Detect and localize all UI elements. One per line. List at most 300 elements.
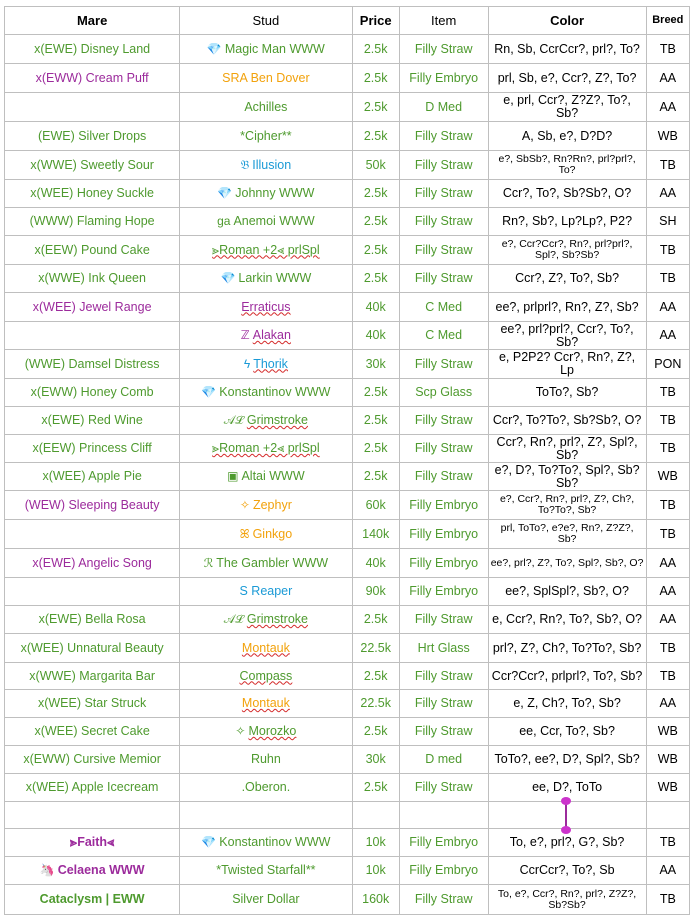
color-cell — [488, 802, 646, 829]
stud-cell — [180, 491, 352, 520]
mare-cell — [5, 293, 180, 322]
breed-cell: TB — [646, 265, 689, 293]
price-cell: 2.5k — [352, 606, 399, 634]
mare-cell — [5, 606, 180, 634]
diamond-icon: 💎 — [217, 186, 233, 200]
price-cell: 2.5k — [352, 236, 399, 265]
price-cell: 2.5k — [352, 64, 399, 93]
stud-name: *Cipher** — [240, 128, 292, 143]
stud-name: Grimstroke — [246, 413, 308, 427]
mare-name: x(EWW) Cursive Memior — [23, 752, 161, 766]
mare-name: x(EWE) Bella Rosa — [38, 612, 146, 626]
item-cell: Filly Straw — [399, 180, 488, 208]
color-cell: e?, Ccr?Ccr?, Rn?, prl?prl?, Spl?, Sb?Sb? — [488, 236, 646, 265]
item-cell: Filly Embryo — [399, 829, 488, 857]
stud-name: The Gambler WWW — [216, 555, 329, 570]
stud-cell — [180, 829, 352, 857]
color-cell: Ccr?, Z?, To?, Sb? — [488, 265, 646, 293]
stud-cell — [180, 690, 352, 718]
diamond-icon: 💎 — [220, 271, 236, 285]
color-cell: Rn?, Sb?, Lp?Lp?, P2? — [488, 208, 646, 236]
item-cell: D med — [399, 746, 488, 774]
item-cell: Filly Straw — [399, 35, 488, 64]
breed-cell: AA — [646, 293, 689, 322]
flourish-icon: ꕤ — [239, 526, 250, 541]
stud-listing-table — [4, 6, 690, 915]
mare-cell — [5, 151, 180, 180]
breed-cell — [646, 802, 689, 829]
header-breed: Breed — [646, 7, 689, 35]
mare-name: x(EWE) Disney Land — [34, 41, 151, 56]
item-cell: Filly Embryo — [399, 549, 488, 578]
breed-cell: TB — [646, 236, 689, 265]
mare-cell — [5, 885, 180, 915]
table-row — [5, 322, 690, 350]
table-row — [5, 208, 690, 236]
price-cell: 2.5k — [352, 774, 399, 802]
table-row — [5, 634, 690, 663]
stud-cell — [180, 407, 352, 435]
table-row — [5, 293, 690, 322]
stud-cell — [180, 350, 352, 379]
stud-name: Morozko — [248, 724, 297, 738]
stud-name: Anemoi WWW — [233, 214, 315, 228]
table-row — [5, 236, 690, 265]
item-cell: Filly Straw — [399, 718, 488, 746]
stud-name: Zephyr — [252, 497, 292, 512]
color-cell: To, e?, prl?, G?, Sb? — [488, 829, 646, 857]
header-color: Color — [488, 7, 646, 35]
stud-name: Altai WWW — [241, 469, 305, 483]
stud-name: Alakan — [252, 328, 291, 342]
price-cell: 40k — [352, 322, 399, 350]
item-cell: Filly Embryo — [399, 491, 488, 520]
mare-cell — [5, 122, 180, 151]
breed-cell: AA — [646, 64, 689, 93]
item-cell — [399, 802, 488, 829]
color-cell: prl?, Z?, Ch?, To?To?, Sb? — [488, 634, 646, 663]
breed-cell: TB — [646, 35, 689, 64]
stud-cell — [180, 208, 352, 236]
mare-name: x(WEE) Apple Icecream — [25, 780, 159, 794]
diamond-icon: 💎 — [201, 385, 217, 399]
stud-name: Achilles — [244, 99, 288, 114]
mare-cell — [5, 350, 180, 379]
breed-cell: SH — [646, 208, 689, 236]
table-row — [5, 491, 690, 520]
stud-name: Magic Man WWW — [224, 41, 325, 56]
mare-name: x(WEE) Star Struck — [37, 696, 147, 710]
table-row — [5, 746, 690, 774]
breed-cell: TB — [646, 829, 689, 857]
price-cell: 2.5k — [352, 265, 399, 293]
header-mare: Mare — [5, 7, 180, 35]
breed-cell: AA — [646, 606, 689, 634]
item-cell: Filly Straw — [399, 606, 488, 634]
mare-cell — [5, 463, 180, 491]
mare-cell — [5, 857, 180, 885]
breed-cell: WB — [646, 774, 689, 802]
ga-monogram-icon: ɡa — [217, 214, 231, 228]
item-cell: Filly Embryo — [399, 64, 488, 93]
stud-name: ⪢Roman +2⪡ prlSpl — [212, 242, 320, 257]
diamond-icon: 💎 — [206, 41, 222, 56]
item-cell: Filly Straw — [399, 885, 488, 915]
stud-cell — [180, 520, 352, 549]
price-cell: 60k — [352, 491, 399, 520]
stud-cell — [180, 718, 352, 746]
stud-cell — [180, 293, 352, 322]
z-monogram-icon: ℤ — [240, 328, 250, 342]
color-cell: e?, Ccr?, Rn?, prl?, Z?, Ch?, To?To?, Sb? — [488, 491, 646, 520]
item-cell: Filly Straw — [399, 151, 488, 180]
breed-cell: TB — [646, 663, 689, 690]
breed-cell: AA — [646, 93, 689, 122]
price-cell: 30k — [352, 746, 399, 774]
stud-cell — [180, 774, 352, 802]
mare-name: x(WWE) Ink Queen — [38, 271, 146, 285]
breed-cell: TB — [646, 151, 689, 180]
price-cell: 2.5k — [352, 122, 399, 151]
price-cell: 40k — [352, 549, 399, 578]
color-cell: A, Sb, e?, D?D? — [488, 122, 646, 151]
price-cell: 2.5k — [352, 407, 399, 435]
mare-cell — [5, 802, 180, 829]
mare-name: x(WWE) Margarita Bar — [29, 668, 155, 683]
price-cell: 2.5k — [352, 435, 399, 463]
mare-cell — [5, 663, 180, 690]
item-cell: Filly Straw — [399, 122, 488, 151]
mare-name: x(EWE) Red Wine — [41, 413, 143, 427]
price-cell: 2.5k — [352, 35, 399, 64]
mare-name: x(WEE) Unnatural Beauty — [20, 640, 164, 655]
stud-name: Konstantinov WWW — [219, 385, 331, 399]
r-monogram-icon: ℛ — [203, 555, 214, 570]
color-cell: e, Z, Ch?, To?, Sb? — [488, 690, 646, 718]
stud-cell — [180, 885, 352, 915]
item-cell: C Med — [399, 293, 488, 322]
price-cell: 2.5k — [352, 663, 399, 690]
table-row — [5, 606, 690, 634]
mare-cell — [5, 829, 180, 857]
color-cell: e, prl, Ccr?, Z?Z?, To?, Sb? — [488, 93, 646, 122]
price-cell: 22.5k — [352, 690, 399, 718]
breed-cell: TB — [646, 435, 689, 463]
stud-name: Johnny WWW — [235, 186, 315, 200]
item-cell: Filly Embryo — [399, 520, 488, 549]
color-cell: CcrCcr?, To?, Sb — [488, 857, 646, 885]
al-monogram-icon: 𝒜ℒ — [223, 612, 244, 626]
breed-cell: TB — [646, 407, 689, 435]
stud-cell — [180, 746, 352, 774]
mare-cell — [5, 774, 180, 802]
color-cell: ee?, prlprl?, Rn?, Z?, Sb? — [488, 293, 646, 322]
stud-cell — [180, 663, 352, 690]
item-cell: Filly Straw — [399, 774, 488, 802]
header-item: Item — [399, 7, 488, 35]
table-row — [5, 64, 690, 93]
table-row — [5, 265, 690, 293]
breed-cell: WB — [646, 122, 689, 151]
mare-name: x(EWW) Honey Comb — [30, 385, 154, 399]
color-cell: ee?, prl?prl?, Ccr?, To?, Sb? — [488, 322, 646, 350]
color-cell: ee, Ccr, To?, Sb? — [488, 718, 646, 746]
price-cell: 30k — [352, 350, 399, 379]
stud-cell — [180, 857, 352, 885]
mare-name: x(EWE) Angelic Song — [32, 555, 152, 570]
price-cell — [352, 802, 399, 829]
breed-cell: PON — [646, 350, 689, 379]
table-row — [5, 663, 690, 690]
stud-cell — [180, 93, 352, 122]
pin-top-dot — [561, 797, 571, 805]
stud-cell — [180, 322, 352, 350]
stud-cell — [180, 265, 352, 293]
stud-name: Thorik — [253, 356, 288, 371]
mare-name: x(EWW) Cream Puff — [35, 70, 149, 85]
mare-cell — [5, 180, 180, 208]
stud-name: Illusion — [252, 157, 292, 172]
mare-name: (WEW) Sleeping Beauty — [24, 497, 160, 512]
table-row — [5, 578, 690, 606]
stud-name: Larkin WWW — [238, 271, 312, 285]
mare-name: x(WEE) Apple Pie — [42, 469, 142, 483]
mare-name: x(WEE) Secret Cake — [34, 724, 150, 738]
item-cell: Filly Straw — [399, 236, 488, 265]
mare-name: (WWE) Damsel Distress — [24, 356, 160, 371]
table-row — [5, 122, 690, 151]
mare-cell — [5, 265, 180, 293]
stud-name: Konstantinov WWW — [219, 835, 331, 849]
table-row — [5, 350, 690, 379]
price-cell: 90k — [352, 578, 399, 606]
lightning-icon: ϟ — [243, 356, 251, 371]
table-row — [5, 379, 690, 407]
color-cell: Ccr?, To?To?, Sb?Sb?, O? — [488, 407, 646, 435]
sparkle-icon: ✧ — [239, 497, 250, 512]
table-row — [5, 180, 690, 208]
price-cell: 22.5k — [352, 634, 399, 663]
breed-cell: AA — [646, 180, 689, 208]
breed-cell: AA — [646, 857, 689, 885]
table-row — [5, 857, 690, 885]
item-cell: Scp Glass — [399, 379, 488, 407]
mare-cell — [5, 746, 180, 774]
item-cell: Filly Straw — [399, 208, 488, 236]
color-cell: To, e?, Ccr?, Rn?, prl?, Z?Z?, Sb?Sb? — [488, 885, 646, 915]
header-price: Price — [352, 7, 399, 35]
stud-cell — [180, 802, 352, 829]
mare-name: x(WWE) Sweetly Sour — [30, 157, 154, 172]
pin-bottom-dot — [561, 826, 571, 834]
table-row — [5, 35, 690, 64]
table-row — [5, 93, 690, 122]
table-row — [5, 549, 690, 578]
table-row — [5, 151, 690, 180]
table-row — [5, 520, 690, 549]
header-stud: Stud — [180, 7, 352, 35]
table-row — [5, 435, 690, 463]
color-cell: prl, ToTo?, e?e?, Rn?, Z?Z?, Sb? — [488, 520, 646, 549]
item-cell: Filly Straw — [399, 265, 488, 293]
stud-name: SRA Ben Dover — [222, 70, 310, 85]
table-row — [5, 885, 690, 915]
price-cell: 2.5k — [352, 180, 399, 208]
mare-name: Cataclysm | EWW — [39, 892, 145, 906]
breed-cell: TB — [646, 885, 689, 915]
stud-cell — [180, 151, 352, 180]
breed-cell: AA — [646, 322, 689, 350]
stud-name: Montauk — [241, 696, 290, 710]
price-cell: 2.5k — [352, 208, 399, 236]
mare-name: x(WEE) Honey Suckle — [30, 186, 154, 200]
mare-cell — [5, 379, 180, 407]
breed-cell: TB — [646, 491, 689, 520]
color-cell: Ccr?Ccr?, prlprl?, To?, Sb? — [488, 663, 646, 690]
mare-cell — [5, 435, 180, 463]
b-monogram-icon: 𝔅 — [240, 157, 250, 172]
item-cell: Filly Straw — [399, 435, 488, 463]
stud-name: Silver Dollar — [232, 892, 300, 906]
mare-name: (WWW) Flaming Hope — [29, 214, 155, 228]
stud-cell — [180, 379, 352, 407]
table-row — [5, 407, 690, 435]
mare-cell — [5, 236, 180, 265]
item-cell: Filly Straw — [399, 690, 488, 718]
stud-cell — [180, 64, 352, 93]
item-cell: D Med — [399, 93, 488, 122]
mare-cell — [5, 93, 180, 122]
stud-cell — [180, 463, 352, 491]
item-cell: C Med — [399, 322, 488, 350]
color-cell: Ccr?, Rn?, prl?, Z?, Spl?, Sb? — [488, 435, 646, 463]
color-cell: e, Ccr?, Rn?, To?, Sb?, O? — [488, 606, 646, 634]
item-cell: Filly Embryo — [399, 857, 488, 885]
price-cell: 140k — [352, 520, 399, 549]
price-cell: 2.5k — [352, 463, 399, 491]
sparkle-icon: ✧ — [235, 724, 246, 738]
breed-cell: TB — [646, 634, 689, 663]
price-cell: 160k — [352, 885, 399, 915]
item-cell: Filly Embryo — [399, 578, 488, 606]
mare-cell — [5, 690, 180, 718]
table-row — [5, 690, 690, 718]
stud-name: Montauk — [241, 640, 290, 655]
breed-cell: AA — [646, 690, 689, 718]
mare-name: Celaena WWW — [57, 863, 145, 877]
color-cell: ee?, prl?, Z?, To?, Spl?, Sb?, O? — [488, 549, 646, 578]
mare-cell — [5, 322, 180, 350]
mare-name: (EWE) Silver Drops — [37, 128, 147, 143]
table-row — [5, 829, 690, 857]
mare-cell — [5, 64, 180, 93]
mare-cell — [5, 634, 180, 663]
stud-name: ⪢Roman +2⪡ prlSpl — [212, 441, 320, 455]
stud-name: Grimstroke — [246, 612, 308, 626]
price-cell: 2.5k — [352, 93, 399, 122]
table-row — [5, 463, 690, 491]
stud-cell — [180, 634, 352, 663]
color-cell: ee?, SplSpl?, Sb?, O? — [488, 578, 646, 606]
price-cell: 50k — [352, 151, 399, 180]
item-cell: Hrt Glass — [399, 634, 488, 663]
mare-name: x(EEW) Princess Cliff — [32, 441, 152, 455]
price-cell: 40k — [352, 293, 399, 322]
breed-cell: WB — [646, 718, 689, 746]
al-monogram-icon: 𝒜ℒ — [223, 413, 244, 427]
stud-cell — [180, 35, 352, 64]
stud-cell — [180, 180, 352, 208]
price-cell: 10k — [352, 857, 399, 885]
stud-name: Ruhn — [250, 752, 281, 766]
mare-cell — [5, 491, 180, 520]
color-cell: e?, SbSb?, Rn?Rn?, prl?prl?, To? — [488, 151, 646, 180]
color-cell: prl, Sb, e?, Ccr?, Z?, To? — [488, 64, 646, 93]
stud-cell — [180, 122, 352, 151]
mare-cell — [5, 718, 180, 746]
item-cell: Filly Straw — [399, 663, 488, 690]
breed-cell: TB — [646, 379, 689, 407]
stud-cell — [180, 549, 352, 578]
breed-cell: AA — [646, 578, 689, 606]
stud-name: *Twisted Starfall** — [216, 863, 316, 877]
mare-cell — [5, 208, 180, 236]
stud-name: Ginkgo — [252, 526, 293, 541]
table-row — [5, 774, 690, 802]
stud-cell — [180, 606, 352, 634]
color-cell: Ccr?, To?, Sb?Sb?, O? — [488, 180, 646, 208]
item-cell: Filly Straw — [399, 463, 488, 491]
color-cell: ToTo?, ee?, D?, Spl?, Sb? — [488, 746, 646, 774]
stud-cell — [180, 578, 352, 606]
breed-cell: TB — [646, 520, 689, 549]
mare-cell — [5, 407, 180, 435]
color-cell: ee, D?, ToTo — [488, 774, 646, 802]
color-cell: Rn, Sb, CcrCcr?, prl?, To? — [488, 35, 646, 64]
stud-cell — [180, 236, 352, 265]
item-cell: Filly Straw — [399, 350, 488, 379]
framed-picture-icon: ▣ — [227, 469, 239, 483]
price-cell: 10k — [352, 829, 399, 857]
color-cell: e, P2P2? Ccr?, Rn?, Z?, Lp — [488, 350, 646, 379]
header-row — [5, 7, 690, 35]
unicorn-icon: 🦄 — [39, 863, 55, 877]
mare-cell — [5, 578, 180, 606]
mare-cell — [5, 35, 180, 64]
stud-name: Compass — [239, 668, 293, 683]
diamond-icon: 💎 — [201, 835, 217, 849]
price-cell: 2.5k — [352, 718, 399, 746]
stud-name: S Reaper — [239, 584, 293, 598]
table-row — [5, 718, 690, 746]
stud-cell — [180, 435, 352, 463]
color-cell: e?, D?, To?To?, Spl?, Sb?Sb? — [488, 463, 646, 491]
mare-name: x(EEW) Pound Cake — [34, 242, 150, 257]
stud-name: .Oberon. — [241, 780, 291, 794]
mare-cell — [5, 520, 180, 549]
mare-name: ⪢Faith⪡ — [70, 835, 115, 849]
color-cell: ToTo?, Sb? — [488, 379, 646, 407]
breed-cell: WB — [646, 463, 689, 491]
breed-cell: WB — [646, 746, 689, 774]
mare-cell — [5, 549, 180, 578]
item-cell: Filly Straw — [399, 407, 488, 435]
mare-name: x(WEE) Jewel Range — [32, 299, 152, 314]
stud-name: Erraticus — [241, 299, 291, 314]
price-cell: 2.5k — [352, 379, 399, 407]
breed-cell: AA — [646, 549, 689, 578]
table-row — [5, 802, 690, 829]
